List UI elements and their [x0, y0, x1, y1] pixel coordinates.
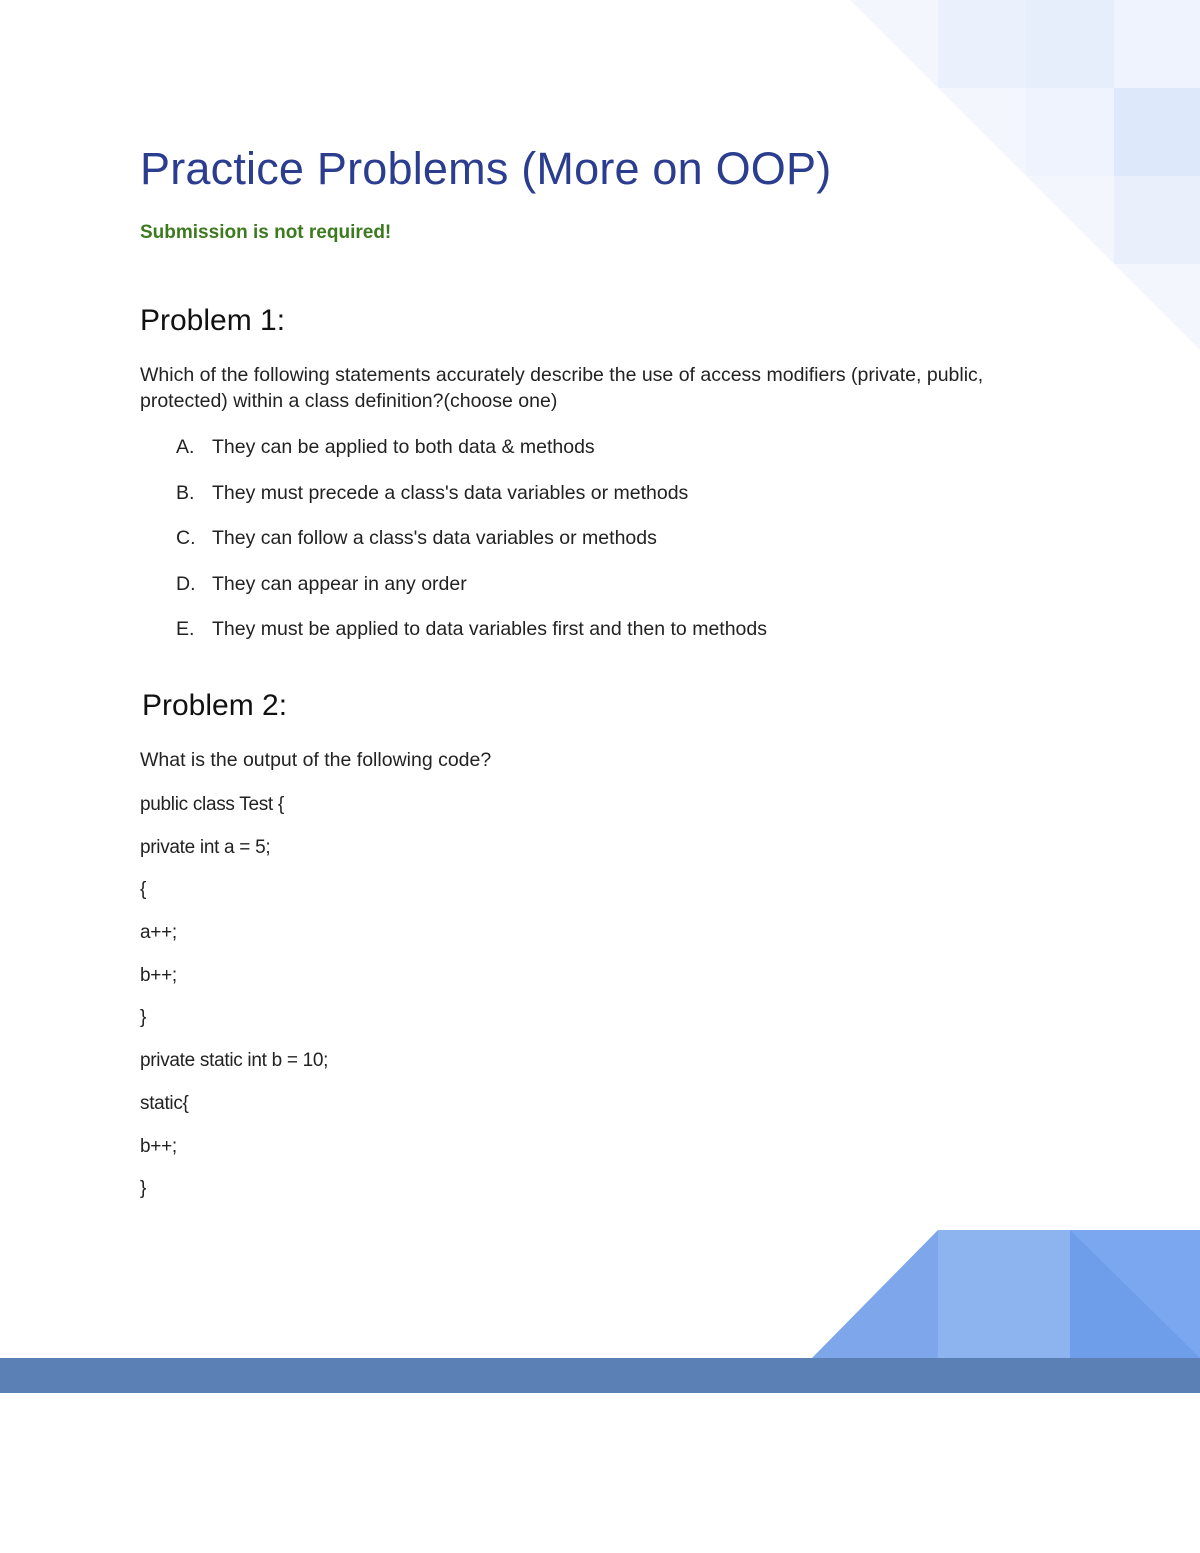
page-title: Practice Problems (More on OOP) [140, 143, 832, 194]
code-line: { [140, 879, 147, 901]
option-text: They can be applied to both data & methods [212, 436, 595, 458]
option-b [176, 480, 767, 526]
option-letter: A. [176, 436, 195, 458]
option-a [176, 434, 767, 480]
code-line: b++; [140, 964, 177, 986]
option-text: They can follow a class's data variables or methods [212, 527, 657, 549]
option-text: They can appear in any order [212, 572, 467, 595]
top-right-tiles [840, 0, 1200, 360]
option-letter: D. [176, 572, 196, 595]
code-line: b++; [140, 1135, 177, 1157]
code-line: } [140, 1007, 147, 1029]
problem-1-options [176, 434, 767, 662]
problem-1-question: Which of the following statements accurately describe the use of access modifiers (private, public, protected) within a class definition?(choose one) [140, 364, 984, 412]
code-line: static{ [140, 1092, 189, 1114]
code-line: public class Test { [140, 794, 284, 815]
option-letter: B. [176, 481, 195, 504]
option-d [176, 571, 767, 617]
bottom-right-shapes [812, 1230, 1200, 1358]
option-letter: C. [176, 527, 196, 549]
code-line: private static int b = 10; [140, 1050, 329, 1072]
option-text: They must precede a class's data variables or methods [212, 481, 689, 504]
submission-note: Submission is not required! [140, 222, 392, 243]
bottom-band [0, 1358, 1200, 1393]
option-text: They must be applied to data variables first and then to methods [212, 618, 767, 640]
problem-2-code [140, 792, 328, 1219]
option-letter: E. [176, 618, 195, 640]
problem-2-heading: Problem 2: [142, 689, 288, 722]
code-line: a++; [140, 922, 177, 944]
problem-1-heading: Problem 1: [140, 304, 286, 337]
problem-2-question: What is the output of the following code? [140, 749, 492, 771]
option-e [176, 616, 767, 662]
option-c [176, 525, 767, 571]
code-line: private int a = 5; [140, 836, 271, 858]
code-line: } [140, 1178, 147, 1200]
